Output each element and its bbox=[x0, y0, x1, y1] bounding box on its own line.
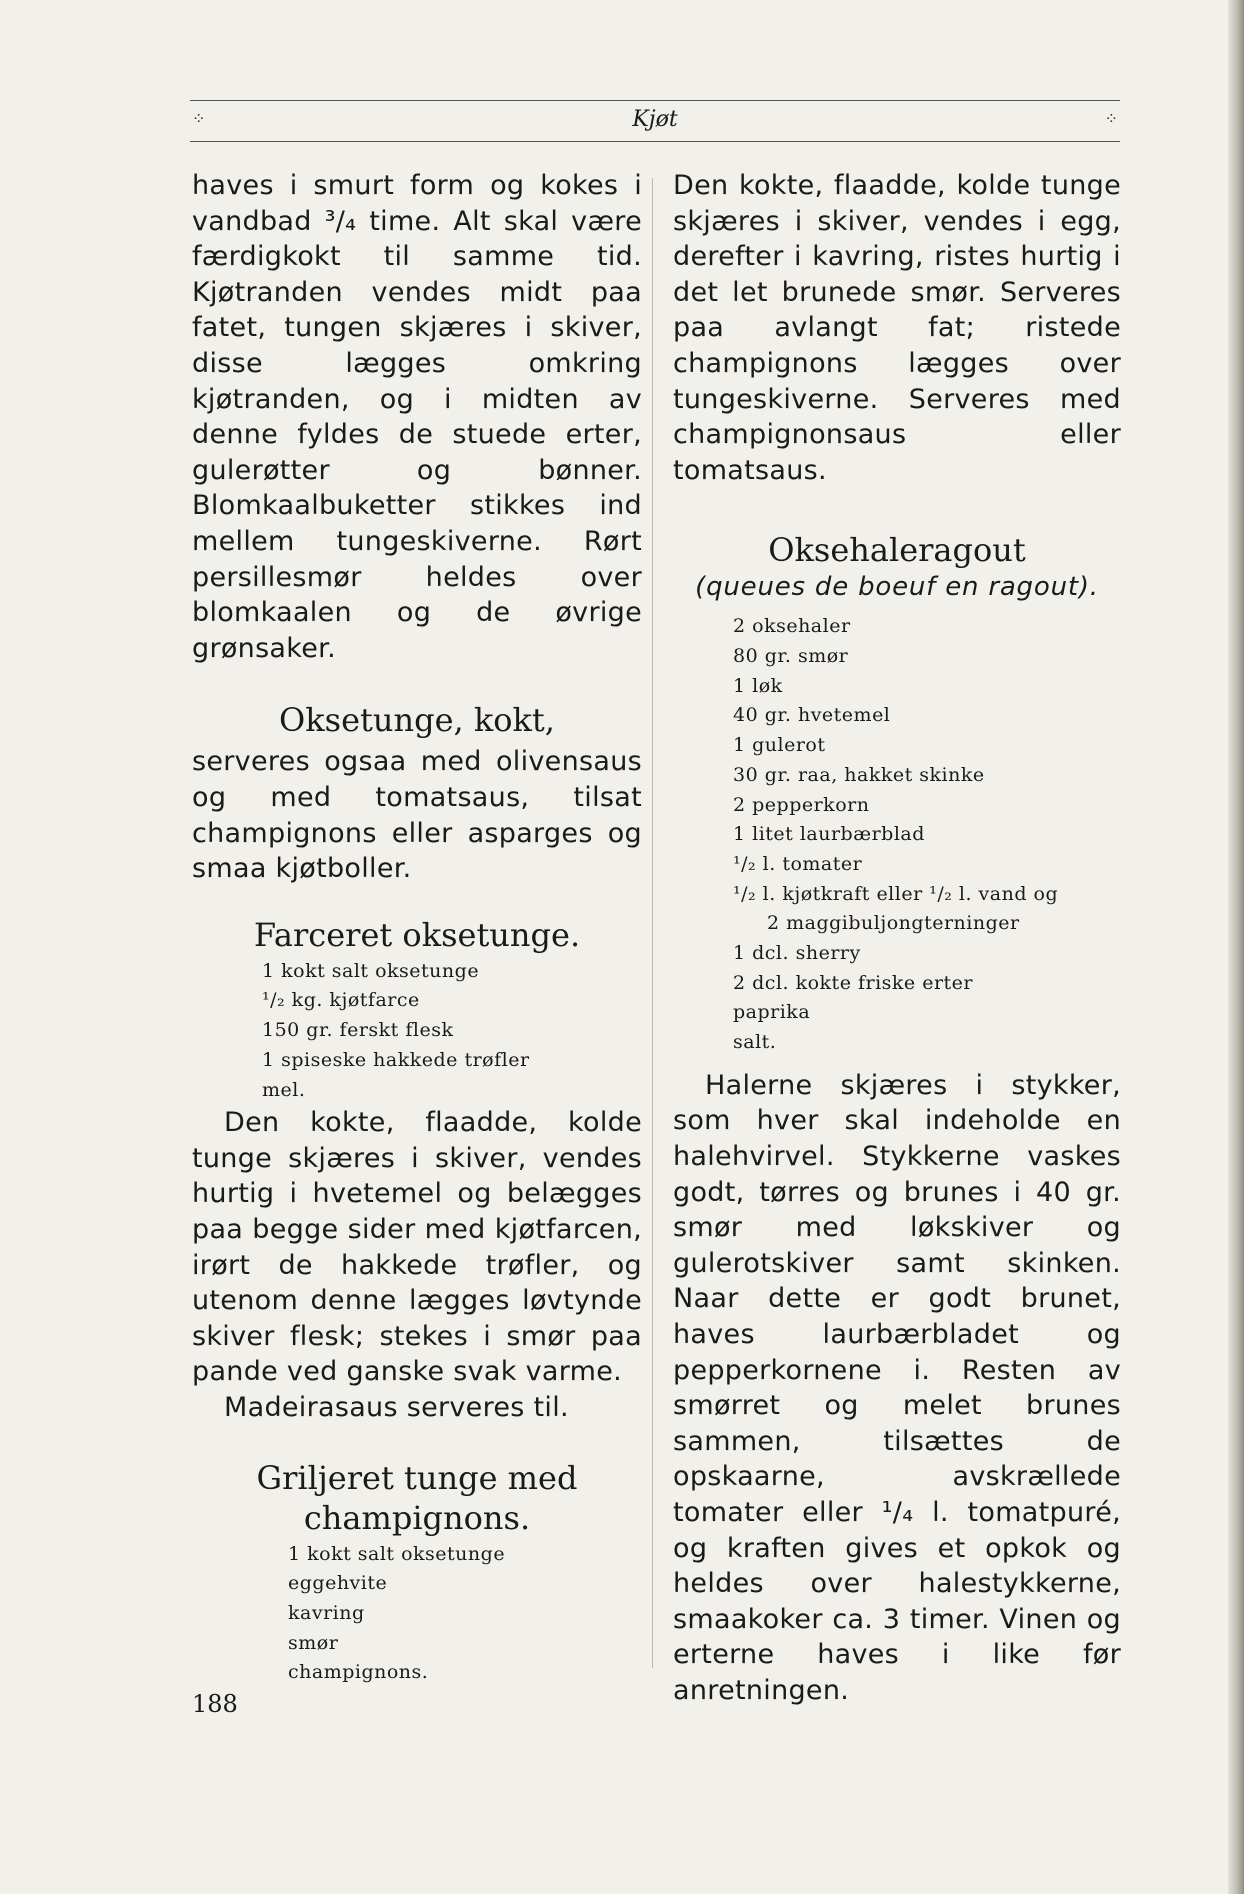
section-title-farceret-oksetunge: Farceret oksetunge. bbox=[253, 915, 581, 954]
ingredient-item: 2 dcl. kokte friske erter bbox=[733, 971, 973, 994]
ingredient-item: 1 løk bbox=[733, 674, 783, 697]
ingredient-item: 2 maggibuljongterninger bbox=[767, 912, 1020, 935]
ingredient-item: 2 pepperkorn bbox=[733, 793, 870, 816]
ingredient-item: kavring bbox=[288, 1601, 365, 1624]
header-title: Kjøt bbox=[632, 107, 678, 132]
right-column bbox=[673, 168, 1121, 1709]
running-header bbox=[190, 100, 1120, 142]
ingredient-item: 150 gr. ferskt flesk bbox=[262, 1019, 454, 1042]
ingredient-item: 1 kokt salt oksetunge bbox=[288, 1542, 506, 1565]
section-title-griljeret-tunge: Griljeret tunge med champignons. bbox=[256, 1458, 578, 1537]
ingredient-item: ¹/₂ l. kjøtkraft eller ¹/₂ l. vand og bbox=[733, 882, 1059, 905]
ingredient-item: 1 kokt salt oksetunge bbox=[262, 959, 480, 982]
ingredient-item: salt. bbox=[733, 1031, 777, 1054]
ingredient-item: paprika bbox=[733, 1001, 811, 1024]
section-subtitle-oksehaleragout: (queues de boeuf en ragout). bbox=[695, 572, 1099, 603]
ingredient-item: 1 gulerot bbox=[733, 734, 826, 757]
right-intro-text: Den kokte, flaadde, kolde tunge skjæres i skiver, vendes i egg, derefter i kavring, ristes hurtig i det let brunede smør. Serveres paa avlangt fat; ristede champignons lægges over tungeskiverne. Serveres med champignonsaus eller tomatsaus. bbox=[673, 170, 1121, 486]
ornament-right-icon: ⁘ bbox=[1104, 109, 1118, 128]
section-text-oksetunge-kokt: serveres ogsaa med olivensaus og med tomatsaus, tilsat champignons eller asparges og smaa kjøtboller. bbox=[192, 746, 642, 885]
column-divider bbox=[652, 178, 653, 1668]
ingredient-list-oksehaleragout bbox=[733, 612, 1121, 1058]
ingredient-item: 1 dcl. sherry bbox=[733, 942, 861, 965]
ingredient-list-farceret bbox=[262, 957, 642, 1106]
ingredient-item: 1 spiseske hakkede trøfler bbox=[262, 1048, 530, 1071]
ingredient-item: ¹/₂ kg. kjøtfarce bbox=[262, 989, 420, 1012]
ingredient-item: 30 gr. raa, hakket skinke bbox=[733, 763, 985, 786]
ingredient-item: eggehvite bbox=[288, 1572, 388, 1595]
page-edge bbox=[1228, 0, 1244, 1894]
section-text-farceret: Den kokte, flaadde, kolde tunge skjæres i skiver, vendes hurtig i hvetemel og belægges paa begge sider med kjøtfarcen, irørt de hakkede trøfler, og utenom denne lægges løvtynde skiver flesk; stekes i smør paa pande ved ganske svak varme. bbox=[192, 1107, 642, 1388]
ingredient-item: 1 litet laurbærblad bbox=[733, 823, 925, 846]
ingredient-item: ¹/₂ l. tomater bbox=[733, 852, 863, 875]
ingredient-list-griljeret bbox=[288, 1540, 642, 1689]
section-text-farceret-saus: Madeirasaus serveres til. bbox=[224, 1391, 569, 1423]
section-text-oksehaleragout: Halerne skjæres i stykker, som hver skal indeholde en halehvirvel. Stykkerne vaskes godt, tørres og brunes i 40 gr. smør med løkskiver og gulerotskiver samt skinken. Naar dette er godt brunet, haves laurbærbladet og pepperkornene i. Resten av smørret og melet brunes sammen, tilsættes de opskaarne, avskrællede tomater eller ¹/₄ l. tomatpuré, og kraften gives et opkok og heldes over halestykkerne, smaakoker ca. 3 timer. Vinen og erterne haves i like før anretningen. bbox=[673, 1069, 1121, 1706]
ingredient-item: smør bbox=[288, 1631, 339, 1654]
left-intro-text: haves i smurt form og kokes i vandbad ³/₄ time. Alt skal være færdigkokt til samme tid. Kjøtranden vendes midt paa fatet, tungen skjæres i skiver, disse lægges omkring kjøtranden, og i midten av denne fyldes de stuede erter, gulerøtter og bønner. Blomkaalbuketter stikkes ind mellem tungeskiverne. Rørt persillesmør heldes over blomkaalen og de øvrige grønsaker. bbox=[192, 170, 642, 664]
section-title-oksetunge-kokt: Oksetunge, kokt, bbox=[279, 701, 555, 740]
page-number: 188 bbox=[192, 1690, 238, 1718]
ingredient-item: 2 oksehaler bbox=[733, 615, 851, 638]
ingredient-item: mel. bbox=[262, 1078, 306, 1101]
ingredient-item: 80 gr. smør bbox=[733, 645, 849, 668]
section-title-oksehaleragout: Oksehaleragout bbox=[768, 531, 1026, 570]
ingredient-item: 40 gr. hvetemel bbox=[733, 704, 891, 727]
ingredient-item: champignons. bbox=[288, 1661, 429, 1684]
left-column bbox=[192, 168, 642, 1688]
ornament-left-icon: ⁘ bbox=[192, 109, 206, 128]
